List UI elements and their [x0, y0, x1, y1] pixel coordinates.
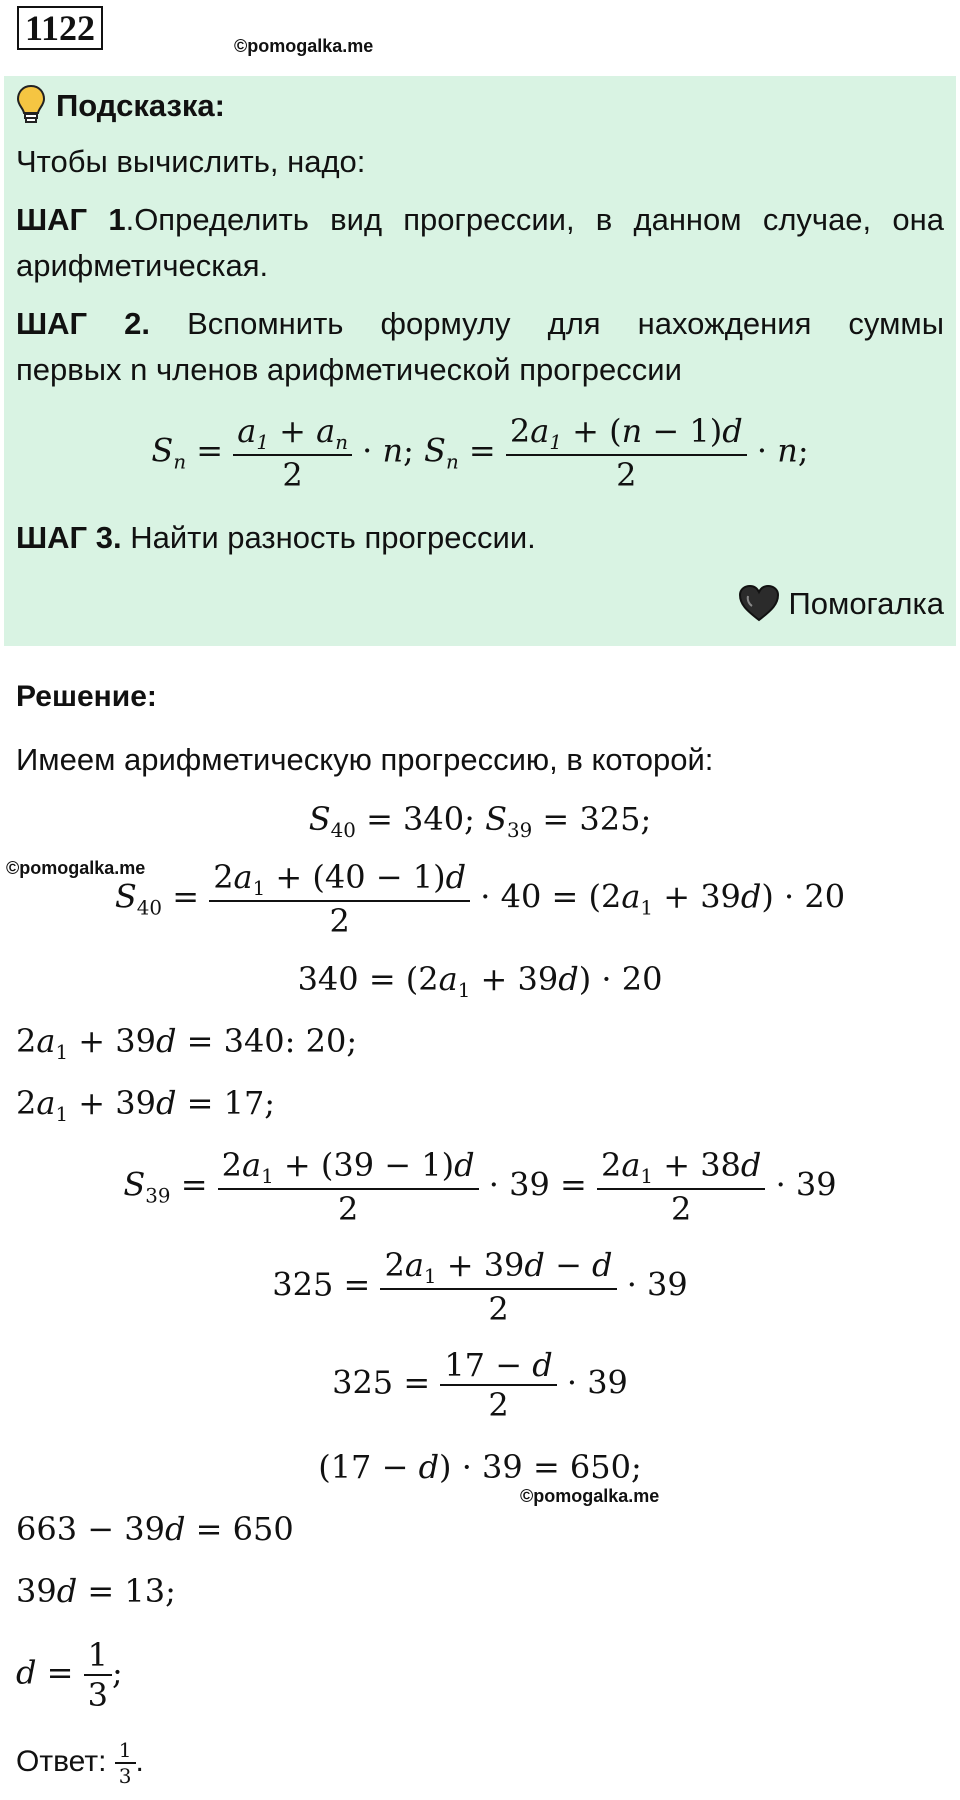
eq-17: $2a_1 + 39d = 17$;: [16, 1084, 276, 1126]
watermark-2: ©pomogalka.me: [6, 858, 146, 878]
step2-cont: первых n членов арифметической прогрессии: [16, 352, 682, 387]
eq-d: d = $\frac{1}{3}$ ;: [16, 1636, 123, 1714]
eq-s40: $S_{40}$ = $\frac{2a_1 + (40 - 1)d}{2}$ · $40 = (2a_1 + 39d) \cdot 20$: [114, 858, 846, 940]
lightbulb-icon: [16, 84, 46, 124]
step3-text: Найти разность прогрессии.: [121, 520, 536, 555]
hint-title: Подсказка:: [56, 88, 225, 123]
heart-icon: [738, 584, 780, 622]
task-number: 1122: [17, 6, 103, 50]
hint-header: [16, 84, 225, 124]
step3: [16, 520, 536, 556]
eq-325b: 325 = $\frac{17 - d}{2}$ · 39: [332, 1346, 628, 1424]
solution-title: Решение:: [16, 680, 157, 713]
step2-label: ШАГ 2.: [16, 306, 151, 341]
eq-663: 663 − 39d = 650: [16, 1510, 294, 1548]
step2-text: Вспомнить формулу для нахождения суммы: [150, 306, 944, 341]
step2: [16, 306, 944, 342]
watermark-3: ©pomogalka.me: [520, 1486, 660, 1506]
step1-cont: арифметическая.: [16, 248, 269, 283]
step1: [16, 202, 944, 238]
eq-340: $340 = (2a_1 + 39d) \cdot 20$: [297, 960, 663, 1002]
eq-39d: 39d = 13;: [16, 1572, 176, 1610]
step1-label: ШАГ 1: [16, 202, 126, 237]
watermark: ©pomogalka.me: [234, 36, 374, 56]
eq-s39: $S_{39}$ = $\frac{2a_1 + (39 - 1)d}{2}$ · 39 = $\frac{2a_1 + 38d}{2}$ · 39: [123, 1146, 837, 1228]
step1-text: .Определить вид прогрессии, в данном случае, она: [125, 202, 944, 237]
answer-label: Ответ:: [16, 1744, 115, 1778]
hint-intro: Чтобы вычислить, надо:: [16, 144, 366, 179]
eq-div: $2a_1 + 39d = 340$: 20;: [16, 1022, 358, 1064]
answer: Ответ: $\frac{1}{3}$ .: [16, 1738, 144, 1788]
eq-650: (17 − d) · 39 = 650;: [318, 1448, 642, 1486]
brand-name: Помогалка: [788, 586, 944, 621]
eq-325a: 325 = $\frac{2a_1 + 39d - d}{2}$ · 39: [272, 1246, 688, 1328]
eq-given: $S_{40} = 340$; $S_{39} = 325$;: [308, 800, 652, 842]
solution-intro: Имеем арифметическую прогрессию, в которой:: [16, 742, 714, 777]
hint-box: [4, 76, 956, 646]
brand: [738, 584, 944, 622]
step3-label: ШАГ 3.: [16, 520, 122, 555]
sum-formula: $S_n$ = $\frac{a_1 + a_n}{2}$ · n; $S_n$ = $\frac{2a_1 + (n - 1)d}{2}$ · n;: [151, 412, 809, 494]
